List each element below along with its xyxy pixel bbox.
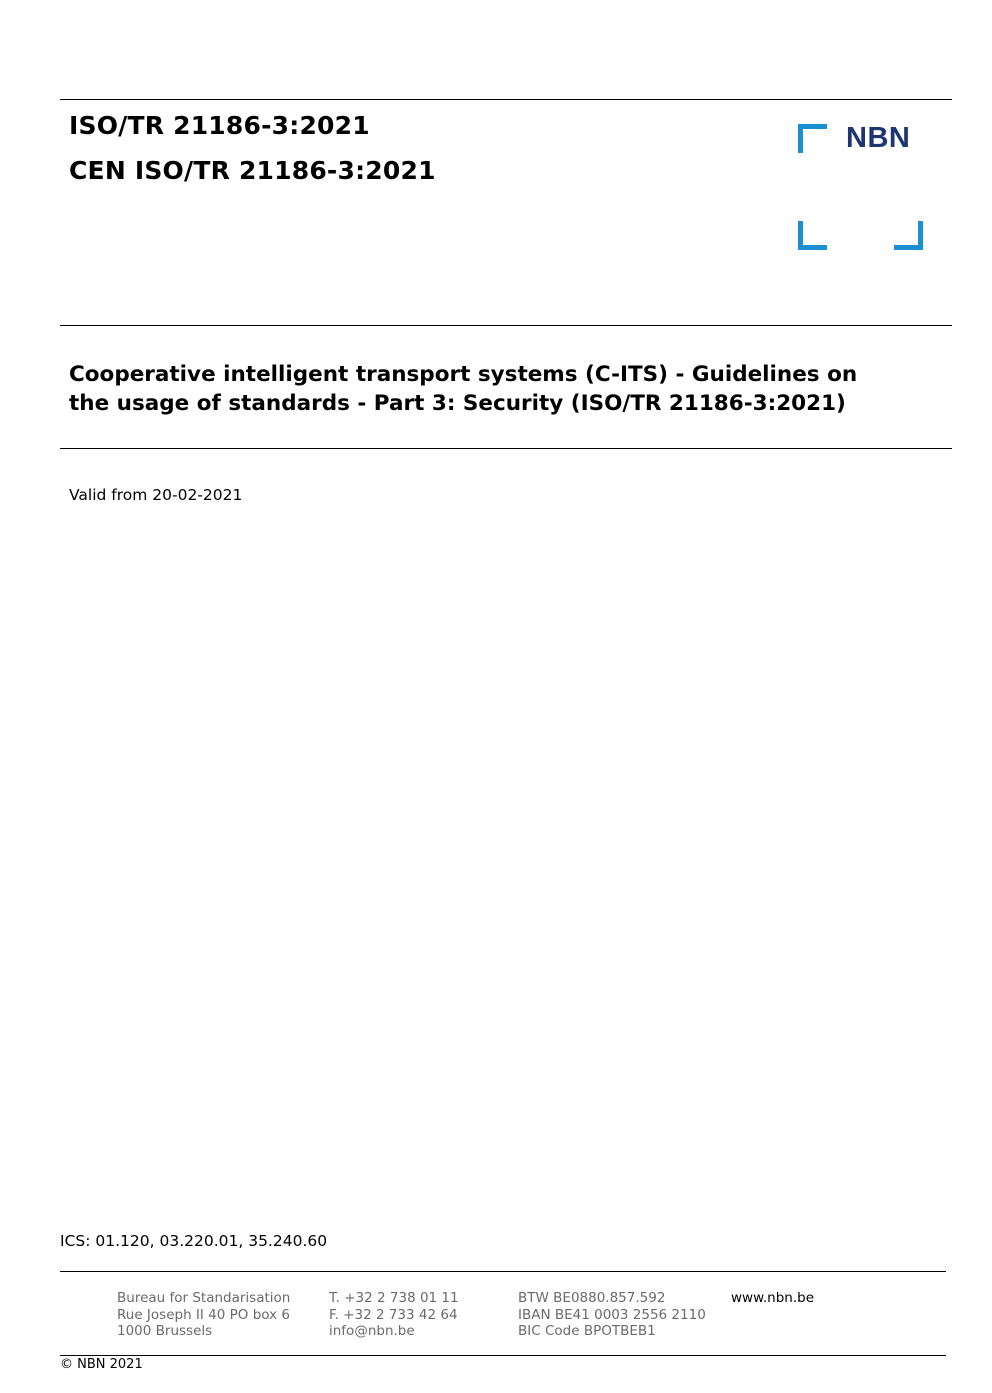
address-line: Rue Joseph II 40 PO box 6 (117, 1306, 290, 1323)
document-title-cen: CEN ISO/TR 21186-3:2021 (69, 156, 436, 185)
nbn-logo (796, 122, 920, 246)
logo-corner-bottom-left (798, 221, 827, 250)
website-link[interactable]: www.nbn.be (731, 1290, 815, 1306)
iban: IBAN BE41 0003 2556 2110 (518, 1306, 706, 1323)
email-link[interactable]: info@nbn.be (329, 1323, 415, 1339)
document-title-iso: ISO/TR 21186-3:2021 (69, 111, 370, 140)
logo-text: NBN (846, 122, 911, 154)
valid-from: Valid from 20-02-2021 (69, 486, 243, 504)
phone-number: T. +32 2 738 01 11 (329, 1290, 459, 1306)
ics-codes: ICS: 01.120, 03.220.01, 35.240.60 (60, 1232, 328, 1250)
footer-website (731, 1290, 814, 1307)
subject-line-1: Cooperative intelligent transport systems (C-ITS) - Guidelines on (69, 362, 858, 387)
footer-contact (329, 1290, 459, 1340)
section-rule-2 (60, 448, 952, 449)
footer-rule-top (60, 1271, 946, 1272)
address-line: Bureau for Standarisation (117, 1290, 291, 1306)
address-line: 1000 Brussels (117, 1323, 213, 1339)
section-rule-1 (60, 325, 952, 326)
footer-address (117, 1290, 290, 1340)
subject-line-2: the usage of standards - Part 3: Security (ISO/TR 21186-3:2021) (69, 391, 846, 416)
top-rule (60, 99, 952, 100)
copyright: © NBN 2021 (60, 1357, 143, 1372)
footer-rule-bottom (60, 1355, 946, 1356)
bic-code: BIC Code BPOTBEB1 (518, 1323, 656, 1339)
fax-number: F. +32 2 733 42 64 (329, 1306, 458, 1323)
logo-corner-bottom-right (894, 221, 923, 250)
vat-number: BTW BE0880.857.592 (518, 1290, 666, 1306)
logo-corner-top-left (798, 124, 827, 153)
document-subject (69, 360, 949, 418)
footer-bank (518, 1290, 706, 1340)
